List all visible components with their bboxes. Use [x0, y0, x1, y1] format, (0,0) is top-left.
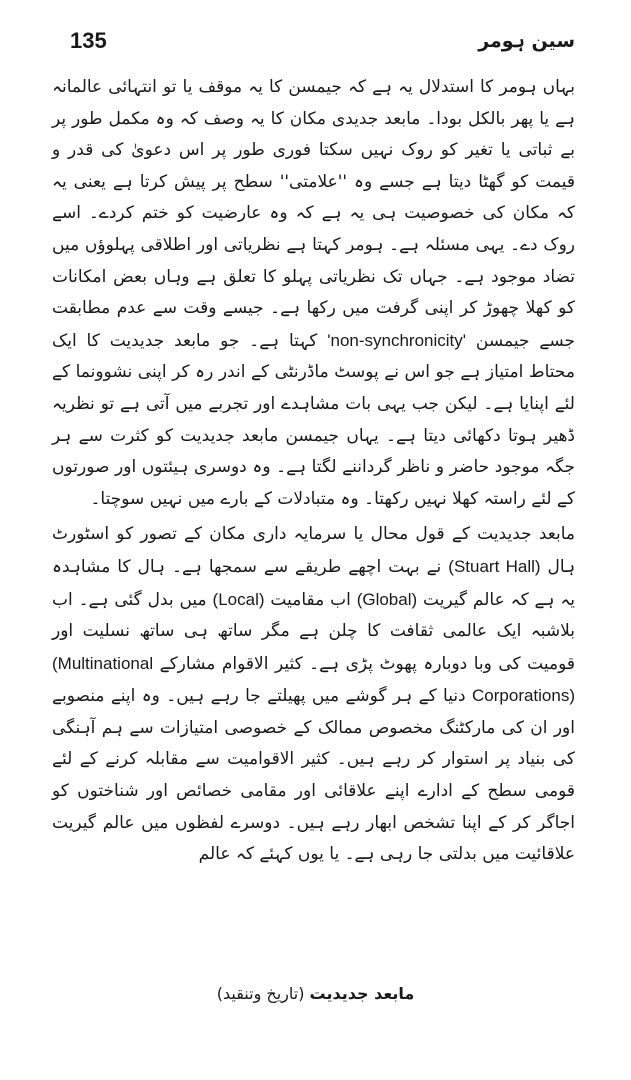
book-subtitle: (تاریخ وتنقید)	[216, 984, 305, 1003]
english-term: (Stuart Hall)	[448, 556, 541, 576]
english-term: (Local)	[212, 589, 265, 609]
english-term: (Multinational Corporations)	[52, 653, 576, 706]
page-footer	[0, 984, 631, 1003]
paragraph-text: بہاں ہومر کا استدلال یہ ہے کہ جیمسن کا یہ موقف یا تو انتہائی عالمانہ ہے یا پھر بالکل بودا۔ مابعد جدیدی مکان کا یہ وصف کہ وہ مکمل طور پر بے ثباتی یا تغیر کو روک نہیں سکتا فوری طور پر اس دعویٰ کی قدر و قیمت کو گھٹا دیتا ہے جسے وہ ''علامتی'' سطح پر پیش کرتا ہے یعنی یہ کہ مکان کی خصوصیت ہی یہ ہے کہ وہ عارضیت کو ختم کردے۔ اسے روک دے۔ یہی مسئلہ ہے۔ ہومر کہتا ہے نظریاتی اور اطلاقی پہلوؤں میں تضاد موجود ہے۔ جہاں تک نظریاتی پہلو کا تعلق ہے وہاں بعض امکانات کو کھلا چھوڑ کر اپنی گرفت میں رکھا ہے۔ جیسے وقت سے عدم مطابقت جسے جیمسن	[52, 77, 575, 351]
english-term: (Global)	[356, 589, 418, 609]
page-header	[0, 22, 631, 68]
paragraph-text: نے بہت اچھے طریقے سے سمجھا ہے۔ ہال کا مشاہدہ یہ ہے کہ عالم گیریت	[52, 556, 576, 610]
page-body	[52, 72, 575, 871]
paragraph	[52, 72, 575, 515]
book-title: مابعد جدیدیت	[309, 984, 415, 1003]
english-term: 'non-synchronicity'	[327, 330, 467, 350]
paragraph-text: اب مقامیت	[270, 589, 351, 610]
paragraph-text: کہتا ہے۔ جو مابعد جدیدیت کا ایک محتاط امتیاز ہے جو اس نے پوسٹ ماڈرنٹی کے اندر رہ کر اپنی نشوونما کے لئے اپنایا ہے۔ لیکن جب یہی بات مشاہدے اور تجربے میں آتی ہے تو نظریہ ڈھیر ہوتا دکھائی دیتا ہے۔ یہاں جیمسن مابعد جدیدیت کو کثرت سے ہر جگہ موجود حاضر و ناظر گرداننے لگتا ہے۔ وہ دوسری ہیئتوں اور صورتوں کے لئے راستہ کھلا نہیں رکھتا۔ وہ متبادلات کے بارے میں نہیں سوچتا۔	[52, 330, 575, 509]
running-head: سین ہومر	[478, 30, 575, 52]
paragraph-text: دنیا کے ہر گوشے میں پھیلتے جا رہے ہیں۔ وہ اپنے منصوبے اور ان کی مارکٹنگ مخصوص ممالک کے خصوصی امتیازات سے ہم آہنگی کی بنیاد پر استوار کر رہے ہیں۔ کثیر الاقوامیت سے مقابلہ کرنے کے لئے قومی سطح کے ادارے اپنے علاقائی اور مقامی خصائص اور شناختوں کو اجاگر کر کے اپنا تشخص ابھار رہے ہیں۔ دوسرے لفظوں میں عالم گیریت علاقائیت میں بدلتی جا رہی ہے۔ یا یوں کہئے کہ عالم	[52, 686, 575, 865]
paragraph-text: میں بدل گئی ہے۔ اب بلاشبہ ایک عالمی ثقافت کا چلن ہے مگر ساتھ ہی ساتھ نسلیت اور قومیت کی وبا دوبارہ پھوٹ پڑی ہے۔ کثیر الاقوام مشارکے	[52, 589, 575, 674]
paragraph	[52, 519, 575, 871]
paragraph-text: مابعد جدیدیت کے قول محال یا سرمایہ داری مکان کے تصور کو اسٹورٹ ہال	[52, 524, 576, 577]
page-number: 135	[70, 28, 107, 53]
